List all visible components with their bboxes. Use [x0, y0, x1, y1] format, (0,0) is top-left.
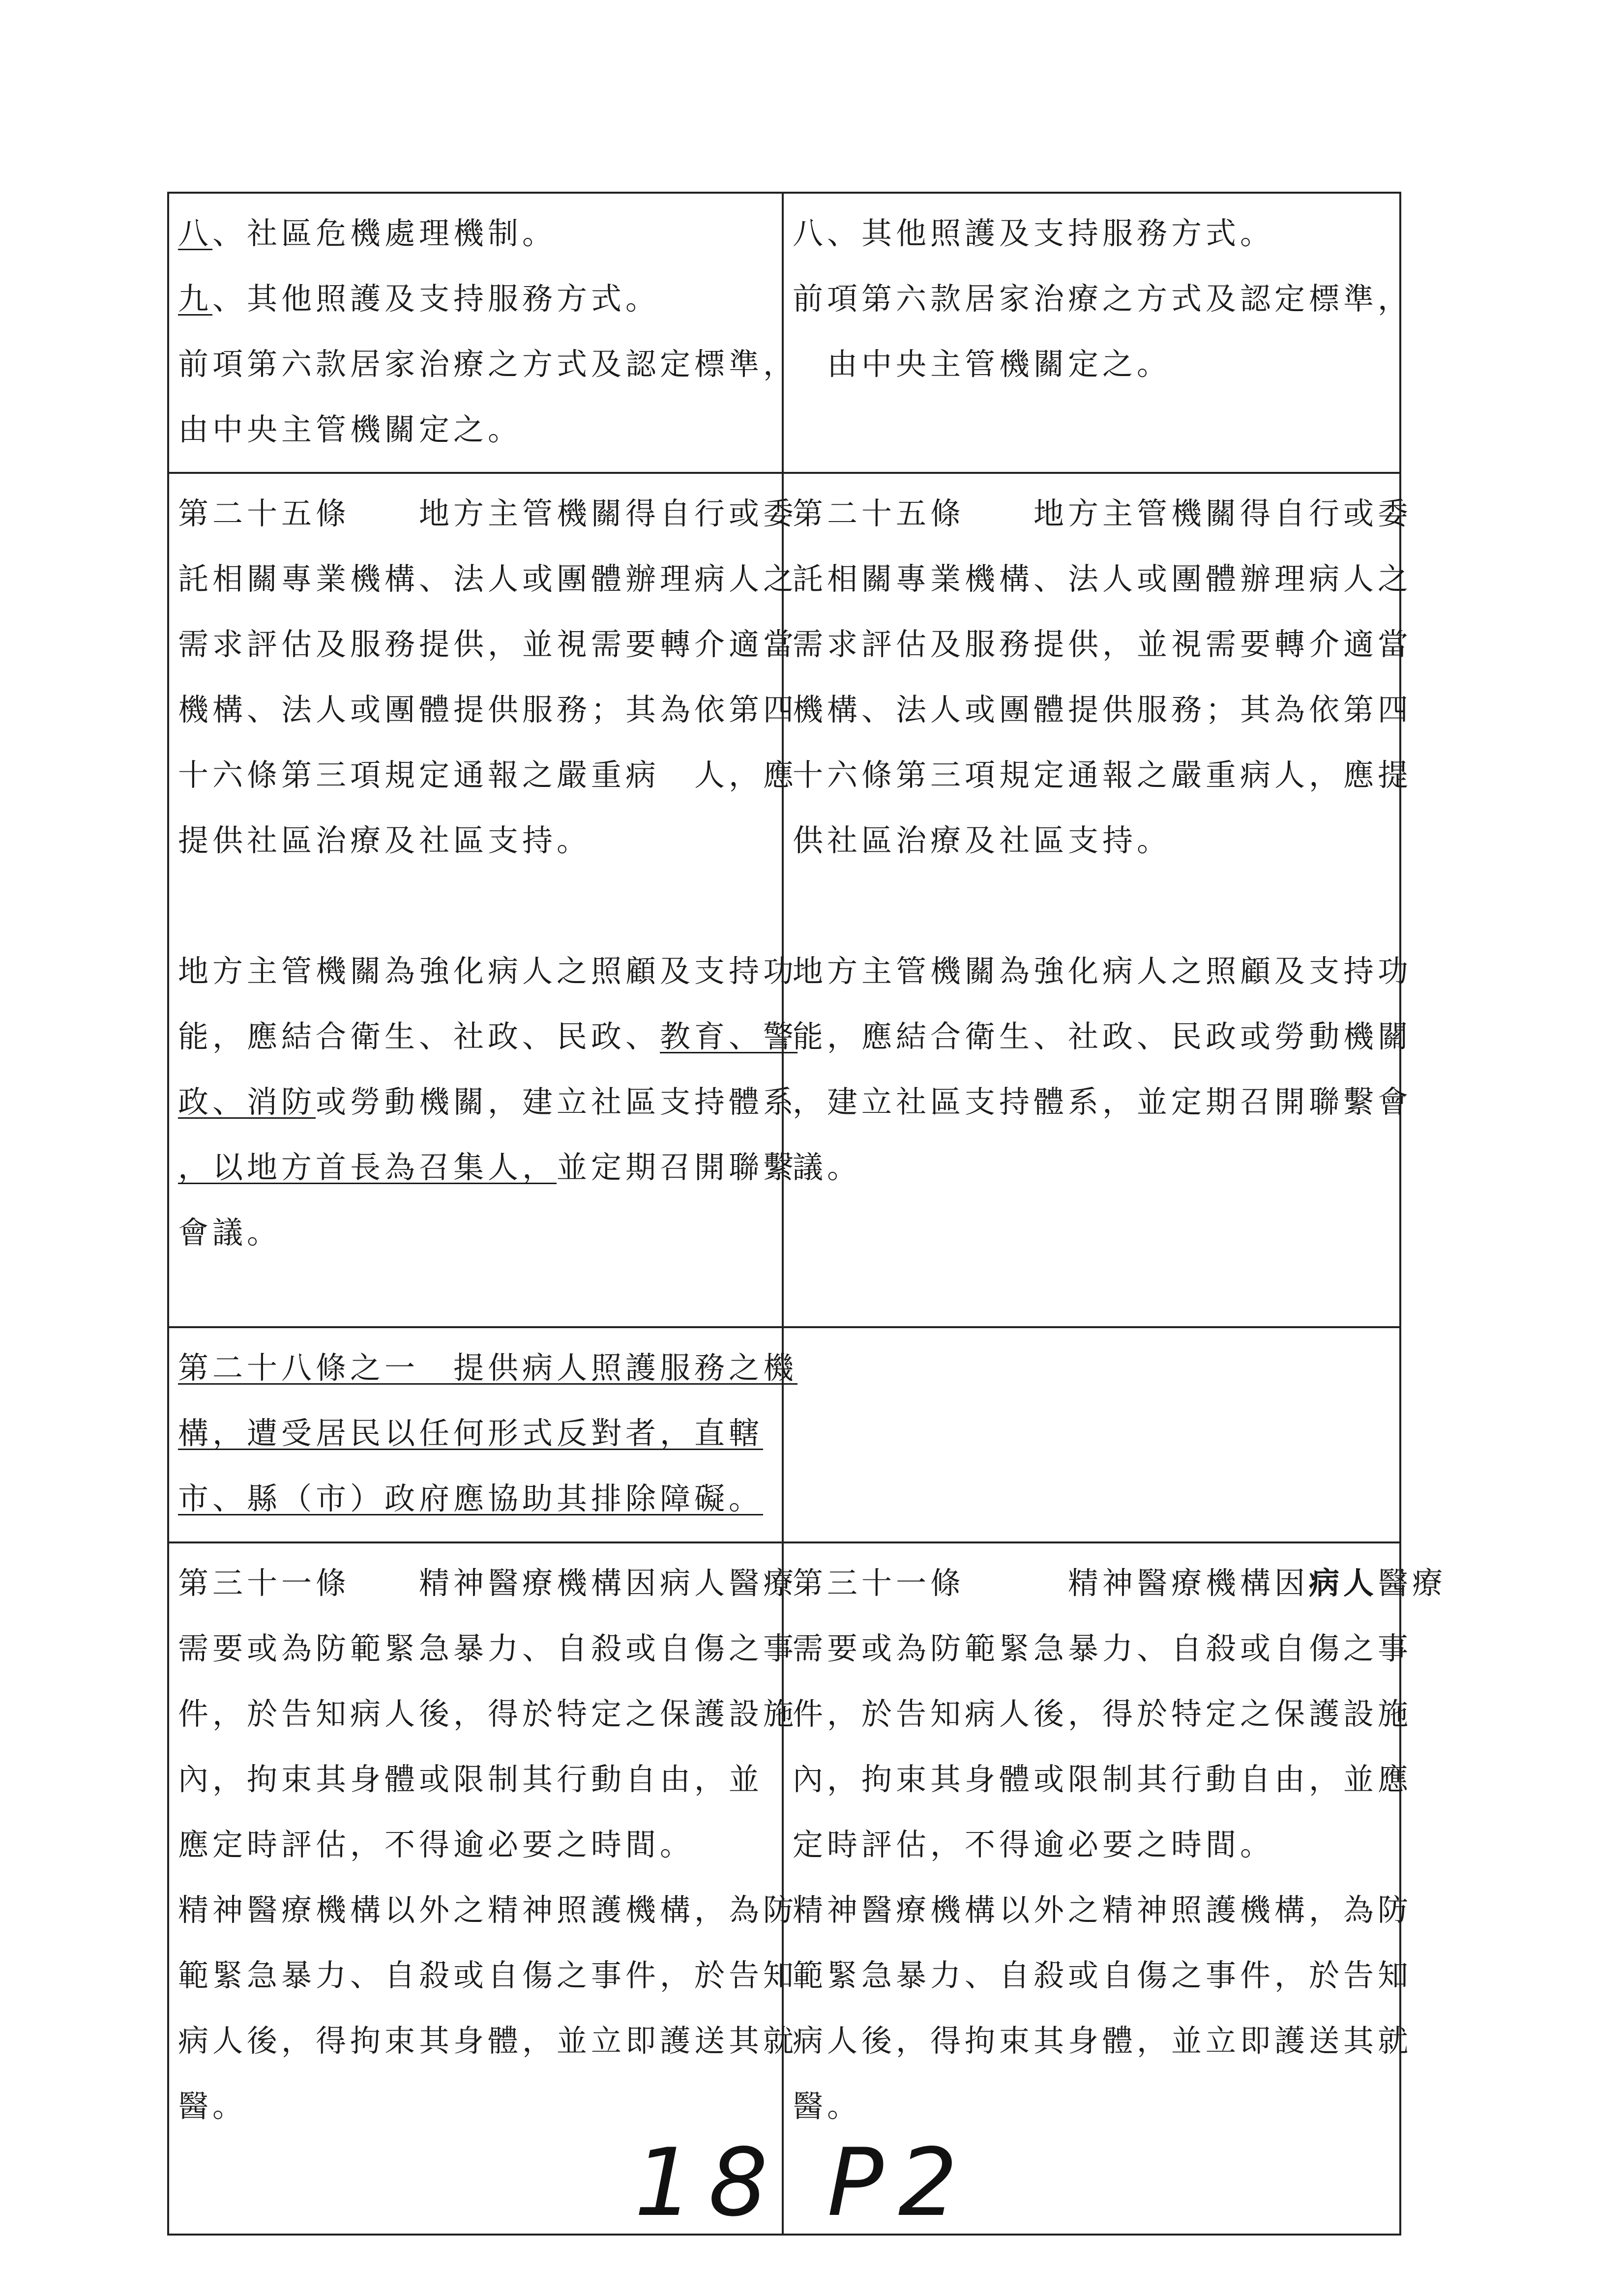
- text-line: 範緊急暴力、自殺或自傷之事件，於告知: [793, 1957, 1413, 1993]
- text-line: 由中央主管機關定之。: [793, 346, 1172, 382]
- amended-cell: [168, 473, 798, 1327]
- text-line: 需要或為防範緊急暴力、自殺或自傷之事: [178, 1630, 798, 1666]
- text-line: 八、社區危機處理機制。: [178, 215, 557, 251]
- text-line: 地方主管機關為強化病人之照顧及支持功: [178, 953, 798, 989]
- text-line: 十六條第三項規定通報之嚴重病 人，應: [178, 757, 798, 793]
- current-cell: [783, 473, 1413, 1327]
- text-line: 應定時評估，不得逾必要之時間。: [178, 1827, 695, 1862]
- text-line: 會議。: [178, 1215, 282, 1250]
- text-line: 範緊急暴力、自殺或自傷之事件，於告知: [178, 1957, 798, 1993]
- table-row: [168, 1327, 1400, 1542]
- text-line: 需要或為防範緊急暴力、自殺或自傷之事: [793, 1630, 1413, 1666]
- text-line: 醫。: [178, 2088, 247, 2124]
- text-line: 需求評估及服務提供，並視需要轉介適當: [793, 626, 1413, 662]
- text-line: 精神醫療機構以外之精神照護機構，為防: [793, 1892, 1413, 1928]
- text-line: 件，於告知病人後，得於特定之保護設施: [793, 1696, 1413, 1732]
- table-row: [168, 473, 1400, 1327]
- current-cell-empty: [783, 1327, 1400, 1542]
- text-line: 精神醫療機構以外之精神照護機構，為防: [178, 1892, 798, 1928]
- text-line: 八、其他照護及支持服務方式。: [793, 215, 1275, 251]
- text-line: 醫。: [793, 2088, 862, 2124]
- text-line: 第二十八條之一 提供病人照護服務之機: [178, 1350, 798, 1386]
- table-row: [168, 193, 1400, 473]
- text-line: 內，拘束其身體或限制其行動自由，並: [178, 1761, 764, 1797]
- text-line: 九、其他照護及支持服務方式。: [178, 281, 660, 317]
- text-line: 託相關專業機構、法人或團體辦理病人之: [793, 561, 1413, 597]
- text-line: 機構、法人或團體提供服務；其為依第四: [178, 692, 798, 727]
- text-line: 前項第六款居家治療之方式及認定標準，: [793, 281, 1413, 317]
- text-line: 第二十五條 地方主管機關得自行或委: [793, 495, 1413, 531]
- text-line: 十六條第三項規定通報之嚴重病人，應提: [793, 757, 1413, 793]
- text-line: ，建立社區支持體系，並定期召開聯繫會: [793, 1084, 1413, 1120]
- text-line: 病人後，得拘束其身體，並立即護送其就: [793, 2023, 1413, 2059]
- text-line: 能，應結合衛生、社政、民政、教育、警: [178, 1018, 798, 1054]
- amended-cell: [168, 193, 798, 473]
- text-line: 第三十一條 精神醫療機構因病人醫療: [178, 1565, 798, 1601]
- text-line: 前項第六款居家治療之方式及認定標準，: [178, 346, 798, 382]
- text-line: 構，遭受居民以任何形式反對者，直轄: [178, 1415, 764, 1451]
- comparison-table: [167, 192, 1447, 2236]
- text-line: 件，於告知病人後，得於特定之保護設施: [178, 1696, 798, 1732]
- text-line: ，以地方首長為召集人，並定期召開聯繫: [178, 1149, 798, 1185]
- text-line: 機構、法人或團體提供服務；其為依第四: [793, 692, 1413, 727]
- text-line: 內，拘束其身體或限制其行動自由，並應: [793, 1761, 1413, 1797]
- text-line: 託相關專業機構、法人或團體辦理病人之: [178, 561, 798, 597]
- current-cell: [783, 193, 1413, 473]
- text-line: 第三十一條 精神醫療機構因病人醫療: [793, 1565, 1447, 1601]
- text-line: 供社區治療及社區支持。: [793, 822, 1172, 858]
- text-line: 第二十五條 地方主管機關得自行或委: [178, 495, 798, 531]
- text-line: 地方主管機關為強化病人之照顧及支持功: [793, 953, 1413, 989]
- amended-cell: [168, 1327, 798, 1542]
- text-line: 議。: [793, 1149, 862, 1185]
- text-line: 市、縣（市）政府應協助其排除障礙。: [178, 1481, 764, 1516]
- text-line: 提供社區治療及社區支持。: [178, 822, 591, 858]
- text-line: 政、消防或勞動機關，建立社區支持體系: [178, 1084, 798, 1120]
- page-number-handwritten: 18 P2: [634, 2128, 973, 2237]
- text-line: 能，應結合衛生、社政、民政或勞動機關: [793, 1018, 1413, 1054]
- text-line: 需求評估及服務提供，並視需要轉介適當: [178, 626, 798, 662]
- text-line: 病人後，得拘束其身體，並立即護送其就: [178, 2023, 798, 2059]
- text-line: 定時評估，不得逾必要之時間。: [793, 1827, 1275, 1862]
- text-line: 由中央主管機關定之。: [178, 411, 523, 447]
